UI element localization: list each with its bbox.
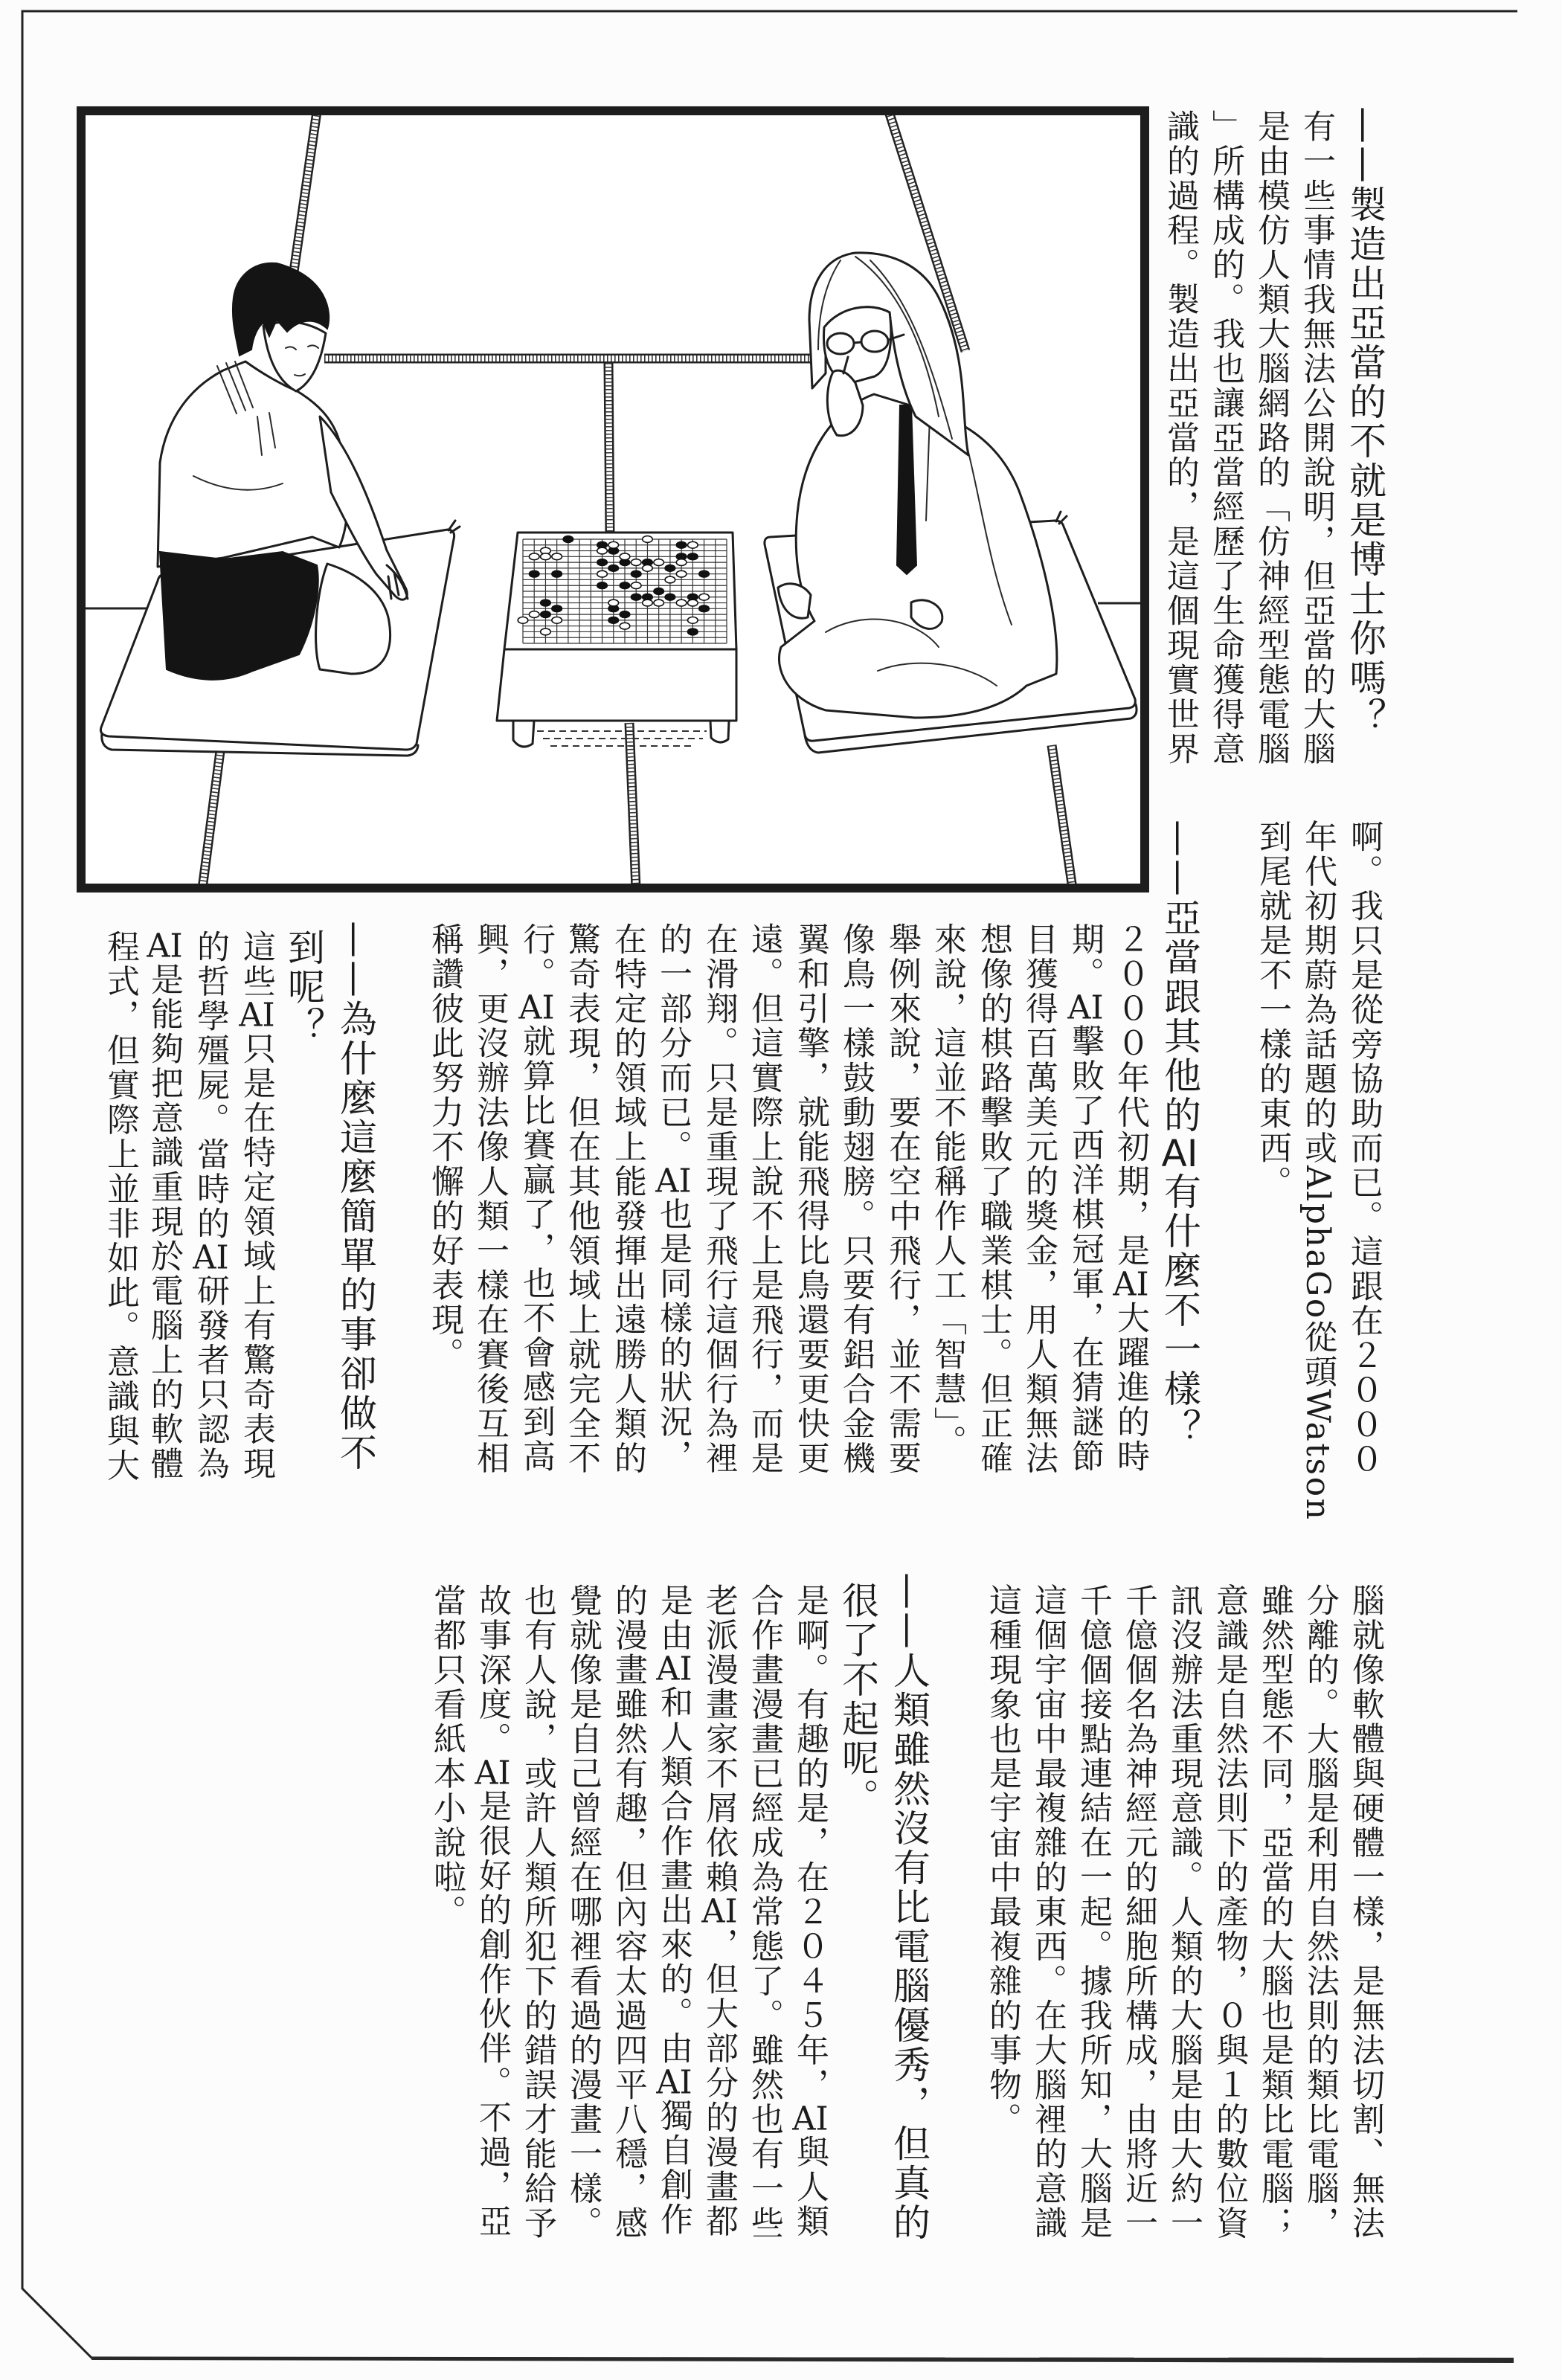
question-4-continued: 很了不起呢。 <box>836 1581 879 1818</box>
white-stone <box>620 553 630 560</box>
white-stone <box>552 553 562 560</box>
answer-4-line: 老派漫畫家不屑依賴AI，但大部分的漫畫都 <box>700 1583 738 2239</box>
answer-1-line: 識的過程。製造出亞當的，是這個現實世界 <box>1161 109 1199 767</box>
white-stone <box>643 599 653 606</box>
answer-3-line: 程式，但實際上並非如此。意識與大 <box>101 930 139 1483</box>
answer-3-line: 這些AI只是在特定領域上有驚奇表現 <box>237 930 275 1482</box>
white-stone <box>631 582 641 589</box>
answer-2-line: ２０００年代初期，是AI大躍進的時 <box>1111 922 1149 1474</box>
black-stone <box>665 565 675 571</box>
white-stone <box>541 628 551 635</box>
black-stone <box>552 605 562 612</box>
answer-4-line: 是啊。有趣的是，在２０４５年，AI與人類 <box>791 1583 829 2239</box>
black-stone <box>608 617 619 623</box>
black-stone <box>631 570 641 577</box>
white-stone <box>688 617 698 623</box>
white-stone <box>654 559 664 566</box>
answer-2-line: 目獲得百萬美元的獎金，用人類無法 <box>1020 922 1058 1476</box>
answer-1-line: 」所構成的。我也讓亞當經歷了生命獲得意 <box>1206 109 1244 767</box>
answer-4-line: 故事深度。AI是很好的創作伙伴。不過，亞 <box>473 1583 511 2239</box>
tatami-stripe <box>293 115 317 277</box>
page-frame-bottom-edge <box>91 2357 1514 2363</box>
question-2: ——亞當跟其他的AI有什麼不一樣？ <box>1158 820 1201 1448</box>
answer-2-line: 在滑翔。只是重現了飛行這個行為裡 <box>700 922 738 1476</box>
answer-2-line: 舉例來說，要在空中飛行，並不需要 <box>883 922 921 1476</box>
ai-abbreviation: AI <box>239 999 275 1032</box>
question-3-continued: 到呢？ <box>282 928 325 1046</box>
black-stone <box>688 553 698 560</box>
answer-3-line: 這個宇宙中最複雜的東西。在大腦裡的意識 <box>1029 1583 1067 2241</box>
answer-4-line: 是由AI和人類合作畫出來的。由AI獨自創作 <box>655 1583 692 2237</box>
tatami-stripe <box>629 723 636 884</box>
white-stone <box>643 536 653 543</box>
white-stone <box>608 599 619 606</box>
white-stone <box>529 553 539 560</box>
question-3: ——為什麼這麼簡單的事卻做不 <box>334 921 377 1473</box>
black-stone <box>552 570 562 577</box>
answer-2-line: 驚奇表現，但在其他領域上就完全不 <box>562 922 600 1476</box>
ai-abbreviation: AI <box>193 1241 229 1274</box>
white-stone <box>541 553 551 560</box>
ai-abbreviation: AI <box>475 1756 511 1789</box>
answer-1-line: 有一些事情我無法公開說明，但亞當的大腦 <box>1297 109 1335 767</box>
answer-3-line: AI是能夠把意識重現於電腦上的軟體 <box>145 930 183 1482</box>
ai-abbreviation: AI <box>1161 1135 1198 1172</box>
answer-4-line: 當都只看紙本小說啦。 <box>428 1583 466 1929</box>
go-board-leg <box>710 721 729 742</box>
black-stone <box>620 611 630 618</box>
white-stone <box>608 541 619 548</box>
answer-3-line: 意識是自然法則下的產物，０與１的數位資 <box>1210 1583 1248 2241</box>
black-stone <box>597 559 608 566</box>
question-1: ——製造出亞當的不就是博士你嗎？ <box>1343 106 1386 737</box>
character-boy <box>158 263 408 680</box>
black-stone <box>654 588 664 595</box>
tatami-stripe <box>1052 745 1073 884</box>
white-stone <box>597 547 608 554</box>
white-stone <box>643 565 653 571</box>
answer-3-line: 分離的。大腦是利用自然法則的類比電腦， <box>1301 1583 1339 2241</box>
answer-2-line: 期。AI擊敗了西洋棋冠軍，在猜謎節 <box>1066 922 1104 1474</box>
ai-abbreviation: AI <box>701 1894 738 1928</box>
ai-abbreviation: AI <box>518 991 555 1024</box>
answer-4-line: 覺就像是自己曾經在哪裡看過的漫畫一樣。 <box>564 1583 602 2241</box>
tatami-stripe-fill <box>202 751 220 884</box>
black-stone <box>699 605 710 612</box>
answer-3-line: 千億個名為神經元的細胞所構成，由將近一 <box>1119 1583 1157 2241</box>
white-stone <box>597 570 608 577</box>
answer-3-line: 腦就像軟體與硬體一樣，是無法切割、無法 <box>1346 1583 1384 2241</box>
black-stone <box>676 541 687 548</box>
answer-1-line: 到尾就是不一樣的東西。 <box>1253 820 1291 1200</box>
ai-abbreviation: AI <box>792 2102 829 2135</box>
answer-1-line: 年代初期蔚為話題的或AlphaGo從頭Watson <box>1299 820 1337 1522</box>
white-stone <box>654 599 664 606</box>
black-stone <box>541 599 551 606</box>
answer-4-line: 也有人說，或許人類所犯下的錯誤才能給予 <box>518 1583 556 2241</box>
black-stone <box>620 582 630 589</box>
white-stone <box>665 576 675 583</box>
answer-2-line: 興，更沒辦法像人類一樣在賽後互相 <box>471 922 509 1476</box>
go-game-illustration <box>86 115 1140 884</box>
answer-3-line: 的哲學殭屍。當時的AI研發者只認為 <box>191 930 229 1482</box>
black-stone <box>541 611 551 618</box>
black-stone <box>563 536 573 543</box>
white-stone <box>688 541 698 548</box>
white-stone <box>676 599 687 606</box>
man-lab-coat <box>780 394 1057 718</box>
black-stone <box>608 565 619 571</box>
white-stone <box>676 570 687 577</box>
question-4: ——人類雖然沒有比電腦優秀，但真的 <box>887 1572 931 2242</box>
answer-2-line: 在特定的領域上能發揮出遠勝人類的 <box>608 922 646 1476</box>
answer-3-line: 雖然型態不同，亞當的大腦也是類比電腦； <box>1256 1583 1293 2241</box>
black-stone <box>688 628 698 635</box>
ai-abbreviation: AI <box>656 1653 692 1685</box>
white-stone <box>552 617 562 623</box>
white-stone <box>699 594 710 600</box>
illustration-panel <box>77 106 1149 892</box>
black-stone <box>699 570 710 577</box>
ai-abbreviation: AI <box>655 1164 692 1197</box>
glasses-lens-right <box>861 331 888 352</box>
character-man <box>778 253 1057 718</box>
answer-2-line: 行。AI就算比賽贏了，也不會感到高 <box>517 922 555 1474</box>
answer-1-line: 啊。我只是從旁協助而已。這跟在２０００ <box>1345 820 1383 1477</box>
ai-abbreviation: AI <box>147 930 183 962</box>
white-stone <box>688 599 698 606</box>
answer-2-line: 來說，這並不能稱作人工「智慧」。 <box>928 922 966 1459</box>
glasses-lens-left <box>827 333 854 354</box>
white-stone <box>631 559 641 566</box>
tatami-stripe-fill <box>1052 745 1073 884</box>
white-stone <box>676 559 687 566</box>
answer-3-line: 訊沒辦法重現意識。人類的大腦是由大約一 <box>1165 1583 1203 2241</box>
go-board-front <box>497 649 736 721</box>
go-board-leg <box>513 721 534 747</box>
answer-3-line: 這種現象也是宇宙中最複雜的事物。 <box>983 1583 1021 2137</box>
answer-2-line: 想像的棋路擊敗了職業棋士。但正確 <box>974 922 1012 1476</box>
answer-2-line: 翼和引擎，就能飛得比鳥還要更快更 <box>791 922 829 1476</box>
answer-2-line: 的一部分而已。AI也是同樣的狀況， <box>654 922 692 1474</box>
tatami-stripe <box>608 363 610 534</box>
answer-1-line: 是由模仿人類大腦網路的「仿神經型態電腦 <box>1252 109 1290 767</box>
ai-abbreviation: AI <box>656 2065 692 2099</box>
go-board <box>497 533 736 747</box>
tatami-stripe <box>202 751 220 884</box>
black-stone <box>597 582 608 589</box>
white-stone <box>529 611 539 618</box>
answer-4-line: 合作畫漫畫已經成為常態了。雖然也有一些 <box>745 1583 783 2241</box>
black-stone <box>665 594 675 600</box>
answer-2-line: 像鳥一樣鼓動翅膀。只要有鋁合金機 <box>837 922 875 1476</box>
answer-2-line: 遠。但這實際上說不上是飛行，而是 <box>745 922 783 1476</box>
answer-4-line: 的漫畫雖然有趣，但內容太過四平八穩，感 <box>609 1583 647 2241</box>
ai-abbreviation: AI <box>1113 1268 1149 1301</box>
white-stone <box>518 617 528 623</box>
boy-hoodie <box>158 361 347 567</box>
answer-3-line: 千億個接點連結在一起。據我所知，大腦是 <box>1074 1583 1112 2241</box>
black-stone <box>631 594 641 600</box>
white-stone <box>620 623 630 629</box>
answer-2-line: 稱讚彼此努力不懈的好表現。 <box>425 922 463 1372</box>
black-stone <box>529 570 539 577</box>
ai-abbreviation: AI <box>1067 991 1104 1024</box>
